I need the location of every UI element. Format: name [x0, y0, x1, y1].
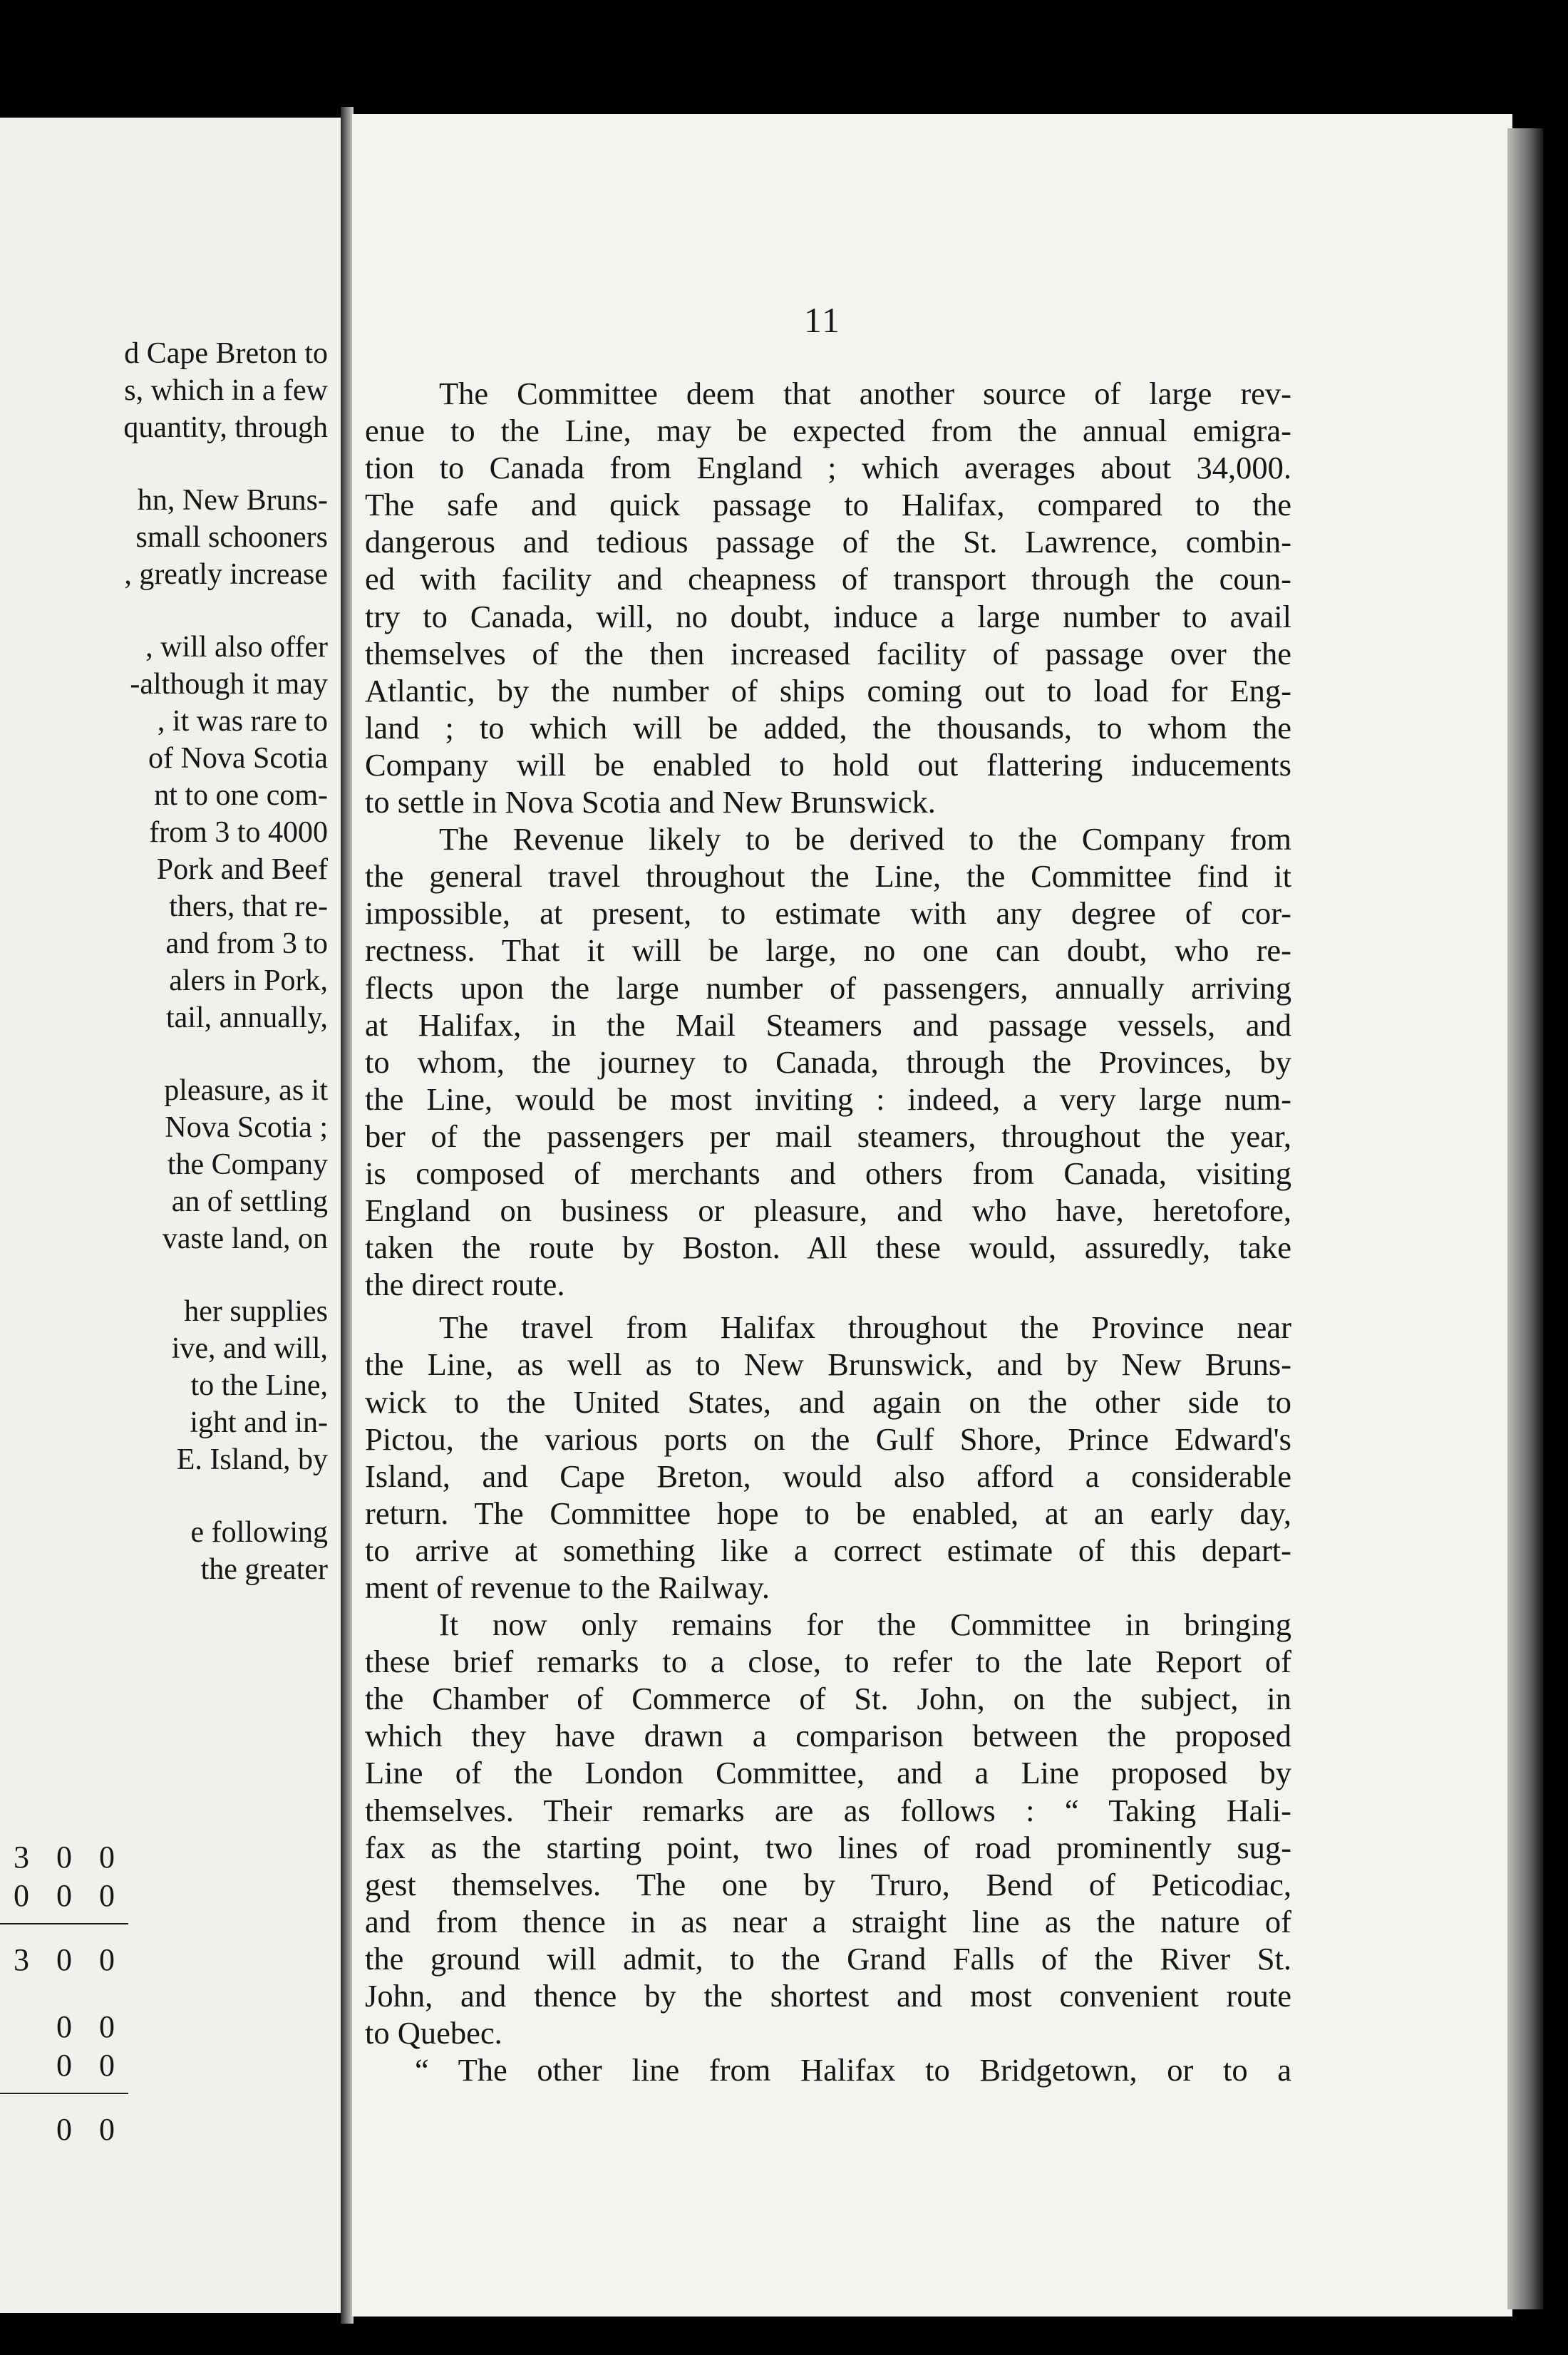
text-line: wick to the United States, and again on the other side to [365, 1383, 1291, 1420]
left-line: alers in Pork, [169, 964, 328, 997]
left-line: thers, that re- [169, 890, 328, 923]
text-line: which they have drawn a comparison between the proposed [365, 1718, 1291, 1754]
ledger-cell: 0 [56, 2009, 72, 2044]
paragraph [365, 375, 1291, 820]
text-line: land ; to which will be added, the thousands, to whom the [365, 709, 1291, 746]
paragraph [365, 2051, 1291, 2088]
text-line: impossible, at present, to estimate with any degree of cor- [365, 895, 1291, 932]
left-block-5 [0, 1293, 328, 1478]
left-line: pleasure, as it [164, 1074, 328, 1107]
left-line: s, which in a few [124, 374, 328, 407]
ledger-cell: 0 [14, 1878, 29, 1913]
left-line: an of settling [171, 1185, 328, 1218]
left-line: small schooners [135, 521, 328, 554]
left-page-text [0, 335, 328, 1588]
text-line: the ground will admit, to the Grand Falls of the River St. [365, 1940, 1291, 1977]
text-line: enue to the Line, may be expected from the annual emigra- [365, 413, 1291, 449]
page-number: 11 [804, 300, 842, 340]
text-line: and from thence in as near a straight line as the nature of [365, 1903, 1291, 1939]
text-line: The safe and quick passage to Halifax, compared to the [365, 487, 1291, 523]
text-line: It now only remains for the Committee in bringing [439, 1607, 1291, 1643]
text-line: taken the route by Boston. All these would, assuredly, take [365, 1230, 1291, 1266]
text-line: John, and thence by the shortest and most convenient route [365, 1978, 1291, 2014]
ledger-cell: 0 [99, 1840, 115, 1875]
left-line: e following [190, 1516, 328, 1549]
left-block-6 [0, 1514, 328, 1588]
text-line: the Line, would be most inviting : indeed, a very large num- [365, 1081, 1291, 1117]
text-line: themselves. Their remarks are as follows : “ Taking Hali- [365, 1792, 1291, 1828]
text-line: the direct route. [365, 1267, 565, 1303]
left-block-3 [0, 629, 328, 1036]
left-line: Pork and Beef [156, 853, 328, 886]
left-line: quantity, through [123, 411, 328, 444]
ledger-cell: 3 [14, 1942, 29, 1977]
text-line: these brief remarks to a close, to refer to the late Report of [365, 1644, 1291, 1680]
left-line: her supplies [184, 1295, 328, 1328]
text-line: England on business or pleasure, and who have, heretofore, [365, 1192, 1291, 1229]
ledger-rule [0, 1923, 128, 1924]
ledger-table [0, 1839, 128, 2150]
left-block-4 [0, 1072, 328, 1257]
left-block-1 [0, 335, 328, 446]
text-line: Pictou, the various ports on the Gulf Shore, Prince Edward's [365, 1421, 1291, 1457]
text-line: fax as the starting point, two lines of road prominently sug- [365, 1829, 1291, 1865]
text-line: themselves of the then increased facility of passage over the [365, 635, 1291, 671]
ledger-cell: 0 [56, 1878, 72, 1913]
ledger-cell: 0 [56, 1942, 72, 1977]
text-line: the Chamber of Commerce of St. John, on the subject, in [365, 1681, 1291, 1717]
ledger-row [0, 1942, 128, 1980]
right-page-text [365, 375, 1291, 2088]
text-line: is composed of merchants and others from Canada, visiting [365, 1155, 1291, 1191]
text-line: ber of the passengers per mail steamers, throughout the year, [365, 1118, 1291, 1154]
text-line: the general travel throughout the Line, the Committee find it [365, 858, 1291, 895]
text-line: The travel from Halifax throughout the Province near [439, 1309, 1291, 1346]
text-line: Atlantic, by the number of ships coming out to load for Eng- [365, 672, 1291, 708]
left-line: , will also offer [145, 631, 328, 664]
text-line: to Quebec. [365, 2015, 502, 2051]
left-line: -although it may [130, 668, 328, 701]
left-line: d Cape Breton to [124, 337, 328, 370]
text-line: flects upon the large number of passengers, annually arriving [365, 969, 1291, 1006]
left-line: E. Island, by [176, 1443, 328, 1476]
left-line: tail, annually, [165, 1001, 328, 1034]
text-line: ment of revenue to the Railway. [365, 1570, 770, 1605]
ledger-cell: 0 [99, 1878, 115, 1913]
text-line: rectness. That it will be large, no one can doubt, who re- [365, 932, 1291, 969]
left-line: and from 3 to [165, 927, 328, 960]
left-line: hn, New Bruns- [137, 484, 328, 517]
ledger-rule [0, 2093, 128, 2094]
ledger-cell: 0 [56, 2048, 72, 2083]
left-line: , greatly increase [124, 558, 328, 591]
text-line: to arrive at something like a correct estimate of this depart- [365, 1532, 1291, 1568]
text-line: The Revenue likely to be derived to the Company from [439, 821, 1291, 857]
paragraph [365, 1606, 1291, 2051]
left-line: from 3 to 4000 [149, 816, 328, 849]
left-block-2 [0, 482, 328, 593]
left-line: the Company [167, 1148, 328, 1181]
ledger-row [0, 2111, 128, 2150]
text-line: to whom, the journey to Canada, through the Provinces, by [365, 1043, 1291, 1080]
text-line: Island, and Cape Breton, would also afford a considerable [365, 1458, 1291, 1494]
left-line: to the Line, [190, 1369, 328, 1402]
text-line: gest themselves. The one by Truro, Bend of Peticodiac, [365, 1866, 1291, 1902]
text-line: the Line, as well as to New Brunswick, and by New Bruns- [365, 1346, 1291, 1383]
ledger-row [0, 2047, 128, 2086]
text-line: The Committee deem that another source of large rev- [439, 376, 1291, 411]
ledger-cell: 0 [99, 2009, 115, 2044]
text-line: to settle in Nova Scotia and New Brunswick. [365, 784, 936, 820]
ledger-cell: 0 [56, 1840, 72, 1875]
page-edge-shadow [1507, 128, 1543, 2309]
left-line: vaste land, on [162, 1222, 328, 1255]
ledger-row [0, 1877, 128, 1916]
left-line: , it was rare to [157, 705, 328, 738]
text-line: Company will be enabled to hold out flattering inducements [365, 746, 1291, 783]
left-line: ive, and will, [171, 1332, 328, 1365]
text-line: try to Canada, will, no doubt, induce a large number to avail [365, 598, 1291, 634]
ledger-cell: 3 [14, 1840, 29, 1875]
text-line: at Halifax, in the Mail Steamers and passage vessels, and [365, 1006, 1291, 1043]
text-line: return. The Committee hope to be enabled, at an early day, [365, 1495, 1291, 1531]
ledger-cell: 0 [99, 1942, 115, 1977]
ledger-row [0, 1839, 128, 1877]
left-line: the greater [200, 1553, 328, 1586]
left-page [0, 118, 342, 2313]
left-line: ight and in- [190, 1406, 328, 1439]
text-line: dangerous and tedious passage of the St. Lawrence, combin- [365, 524, 1291, 560]
text-line: ed with facility and cheapness of transport through the coun- [365, 561, 1291, 597]
paragraph [365, 820, 1291, 1303]
text-line: tion to Canada from England ; which averages about 34,000. [365, 450, 1291, 486]
left-line: Nova Scotia ; [165, 1111, 328, 1144]
left-line: nt to one com- [154, 779, 328, 812]
paragraph [365, 1309, 1291, 1606]
text-line: Line of the London Committee, and a Line proposed by [365, 1755, 1291, 1791]
ledger-cell: 0 [56, 2112, 72, 2147]
ledger-row [0, 2009, 128, 2047]
ledger-cell: 0 [99, 2112, 115, 2147]
text-line: “ The other line from Halifax to Bridgetown, or to a [415, 2052, 1291, 2088]
left-line: of Nova Scotia [148, 742, 328, 775]
ledger-cell: 0 [99, 2048, 115, 2083]
